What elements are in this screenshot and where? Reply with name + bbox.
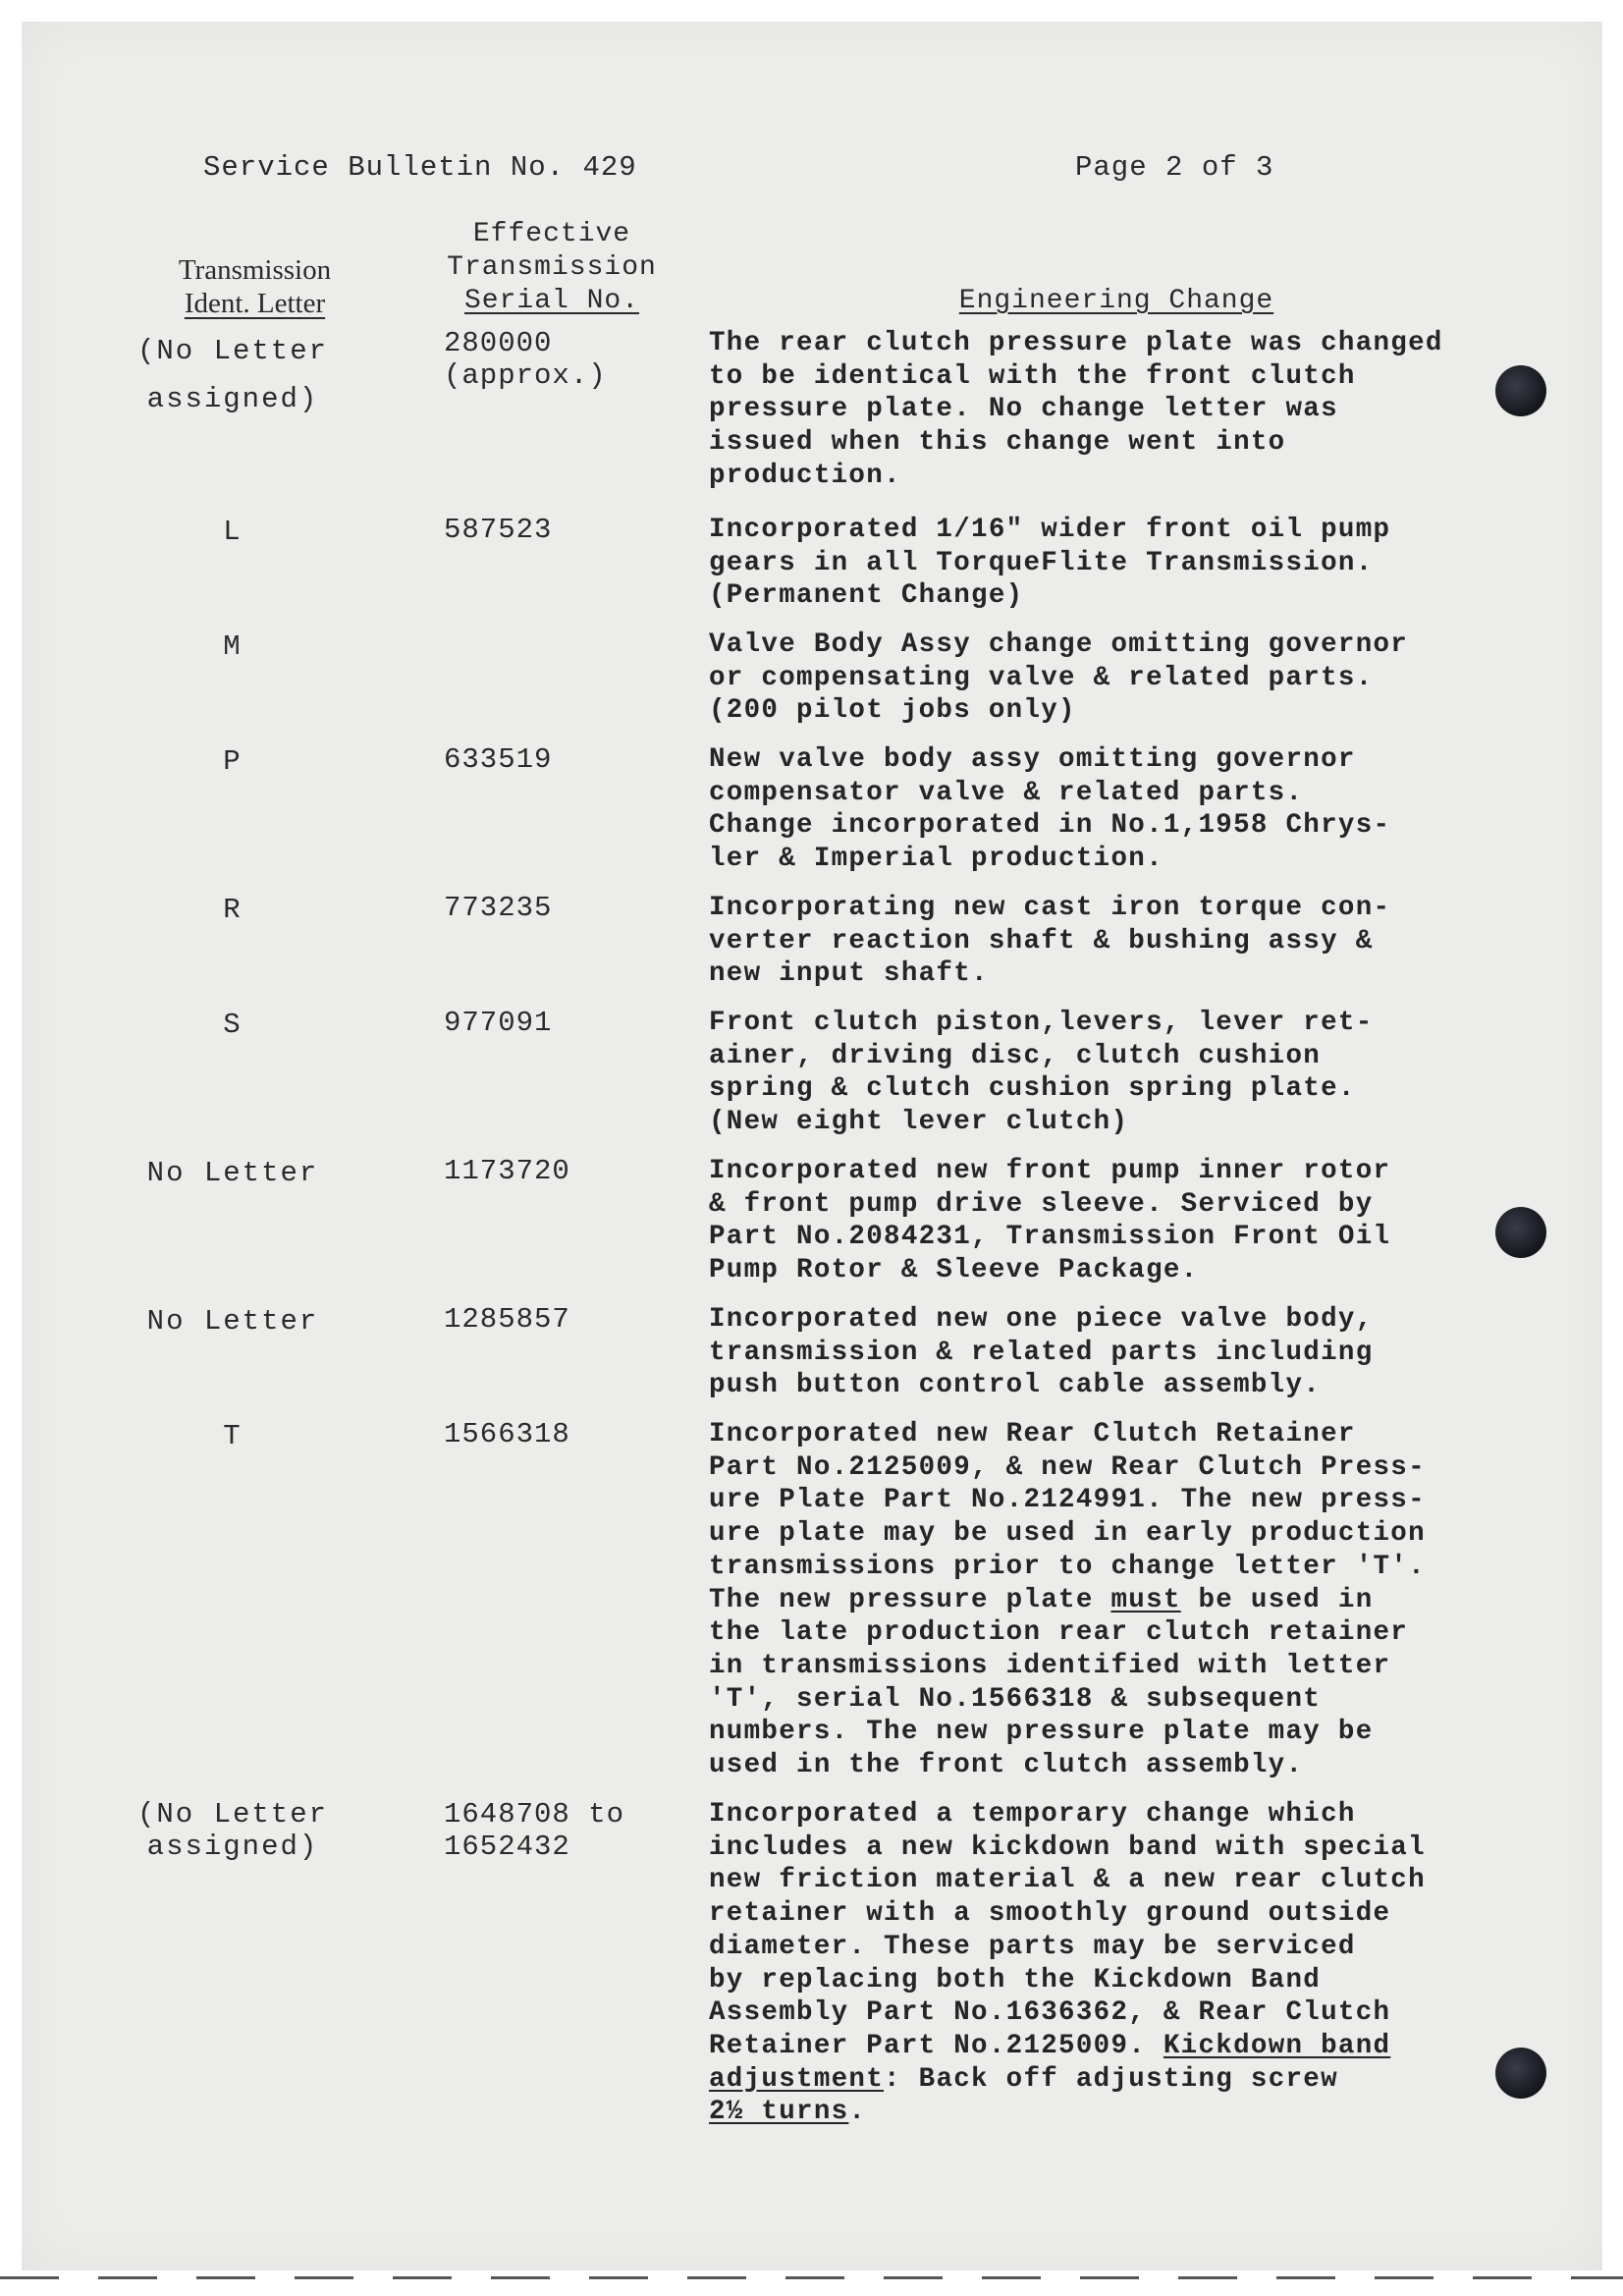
punch-hole: [1495, 2048, 1546, 2099]
engineering-change: Front clutch piston,levers, lever ret- ainer, driving disc, clutch cushion spring & clutch cushion spring plate. (New eight lever clutch): [709, 1008, 1374, 1138]
serial-number: 1173720: [444, 1155, 570, 1187]
engineering-change: Incorporated new front pump inner rotor & front pump drive sleeve. Serviced by Part No.2084231, Transmission Front Oil Pump Rotor & Sleeve Package.: [709, 1156, 1391, 1286]
ident-letter: L: [223, 516, 243, 548]
serial-number: 977091: [444, 1007, 553, 1039]
engineering-change: [709, 1418, 1573, 1782]
column-header-serial: [424, 218, 679, 318]
emphasis-must: must: [1110, 1584, 1181, 1615]
punch-hole: [1495, 365, 1546, 416]
change-text-part: Incorporated a temporary change which includes a new kickdown band with special new friction material & a new rear clutch retainer with a smoothly ground outside diameter. These parts may be serviced by replacing both the Kickdown Band Assembly Part No.1636362, & Rear Clutch Retainer Part No.2125009.: [709, 1799, 1426, 2061]
change-text-part: : Back off adjusting screw: [884, 2063, 1338, 2095]
serial-number: 1648708 to 1652432: [444, 1798, 625, 1863]
column-header-ident-line1: Transmission: [178, 254, 332, 286]
serial-number: 633519: [444, 743, 553, 776]
ident-letter: S: [223, 1009, 243, 1041]
ident-letter: No Letter: [146, 1157, 319, 1189]
column-header-ident: [139, 253, 370, 320]
ident-letter: P: [223, 745, 243, 778]
ident-letter: (No Letter assigned): [136, 335, 329, 415]
column-header-change: [930, 285, 1303, 318]
emphasis-kickdown-adjustment: Kickdown band adjustment: [709, 2030, 1391, 2095]
engineering-change: Incorporated new one piece valve body, transmission & related parts including push button control cable assembly.: [709, 1304, 1374, 1401]
ident-letter: R: [223, 894, 243, 926]
ident-letter: No Letter: [146, 1305, 319, 1338]
column-header-serial-line2: Transmission: [447, 252, 657, 283]
serial-number: 773235: [444, 892, 553, 924]
page-edge-divider: [0, 2276, 1623, 2279]
serial-number: 280000 (approx.): [444, 327, 607, 392]
serial-number: 1566318: [444, 1418, 570, 1450]
engineering-change: New valve body assy omitting governor compensator valve & related parts. Change incorporated in No.1,1958 Chrys- ler & Imperial production.: [709, 744, 1391, 875]
column-header-serial-line3: Serial No.: [463, 286, 640, 316]
change-text-part: Incorporated new Rear Clutch Retainer Part No.2125009, & new Rear Clutch Press- ure Plate Part No.2124991. The new press- ure plate may be used in early production transmissions prior to change letter 'T'. The new pressure plate: [709, 1419, 1426, 1615]
column-header-serial-line1: Effective: [472, 219, 631, 249]
engineering-change: The rear clutch pressure plate was changed to be identical with the front clutch pressure plate. No change letter was issued when this change went into production.: [709, 328, 1443, 491]
punch-hole: [1495, 1207, 1546, 1258]
engineering-change: Incorporating new cast iron torque con- verter reaction shaft & bushing assy & new input shaft.: [709, 893, 1391, 990]
change-text-part: be used in the late production rear clutch retainer in transmissions identified with letter 'T', serial No.1566318 & subsequent numbers. The new pressure plate may be used in the front clutch assembly.: [709, 1584, 1409, 1781]
engineering-change: Incorporated 1/16" wider front oil pump gears in all TorqueFlite Transmission. (Permanent Change): [709, 515, 1391, 612]
change-text-part: .: [848, 2097, 867, 2128]
ident-letter: (No Letter assigned): [136, 1798, 329, 1863]
emphasis-turns: 2½ turns: [709, 2097, 849, 2128]
serial-number: 587523: [444, 514, 553, 546]
serial-number: 1285857: [444, 1303, 570, 1336]
bulletin-number: Service Bulletin No. 429: [203, 151, 637, 184]
engineering-change: [709, 1798, 1573, 2129]
column-header-ident-line2: Ident. Letter: [184, 288, 326, 319]
column-header-change-label: Engineering Change: [958, 286, 1274, 316]
document-page: [22, 22, 1602, 2270]
page-number: Page 2 of 3: [1075, 151, 1274, 184]
ident-letter: M: [223, 630, 243, 663]
engineering-change: Valve Body Assy change omitting governor or compensating valve & related parts. (200 pilot jobs only): [709, 629, 1409, 727]
ident-letter: T: [223, 1420, 243, 1452]
